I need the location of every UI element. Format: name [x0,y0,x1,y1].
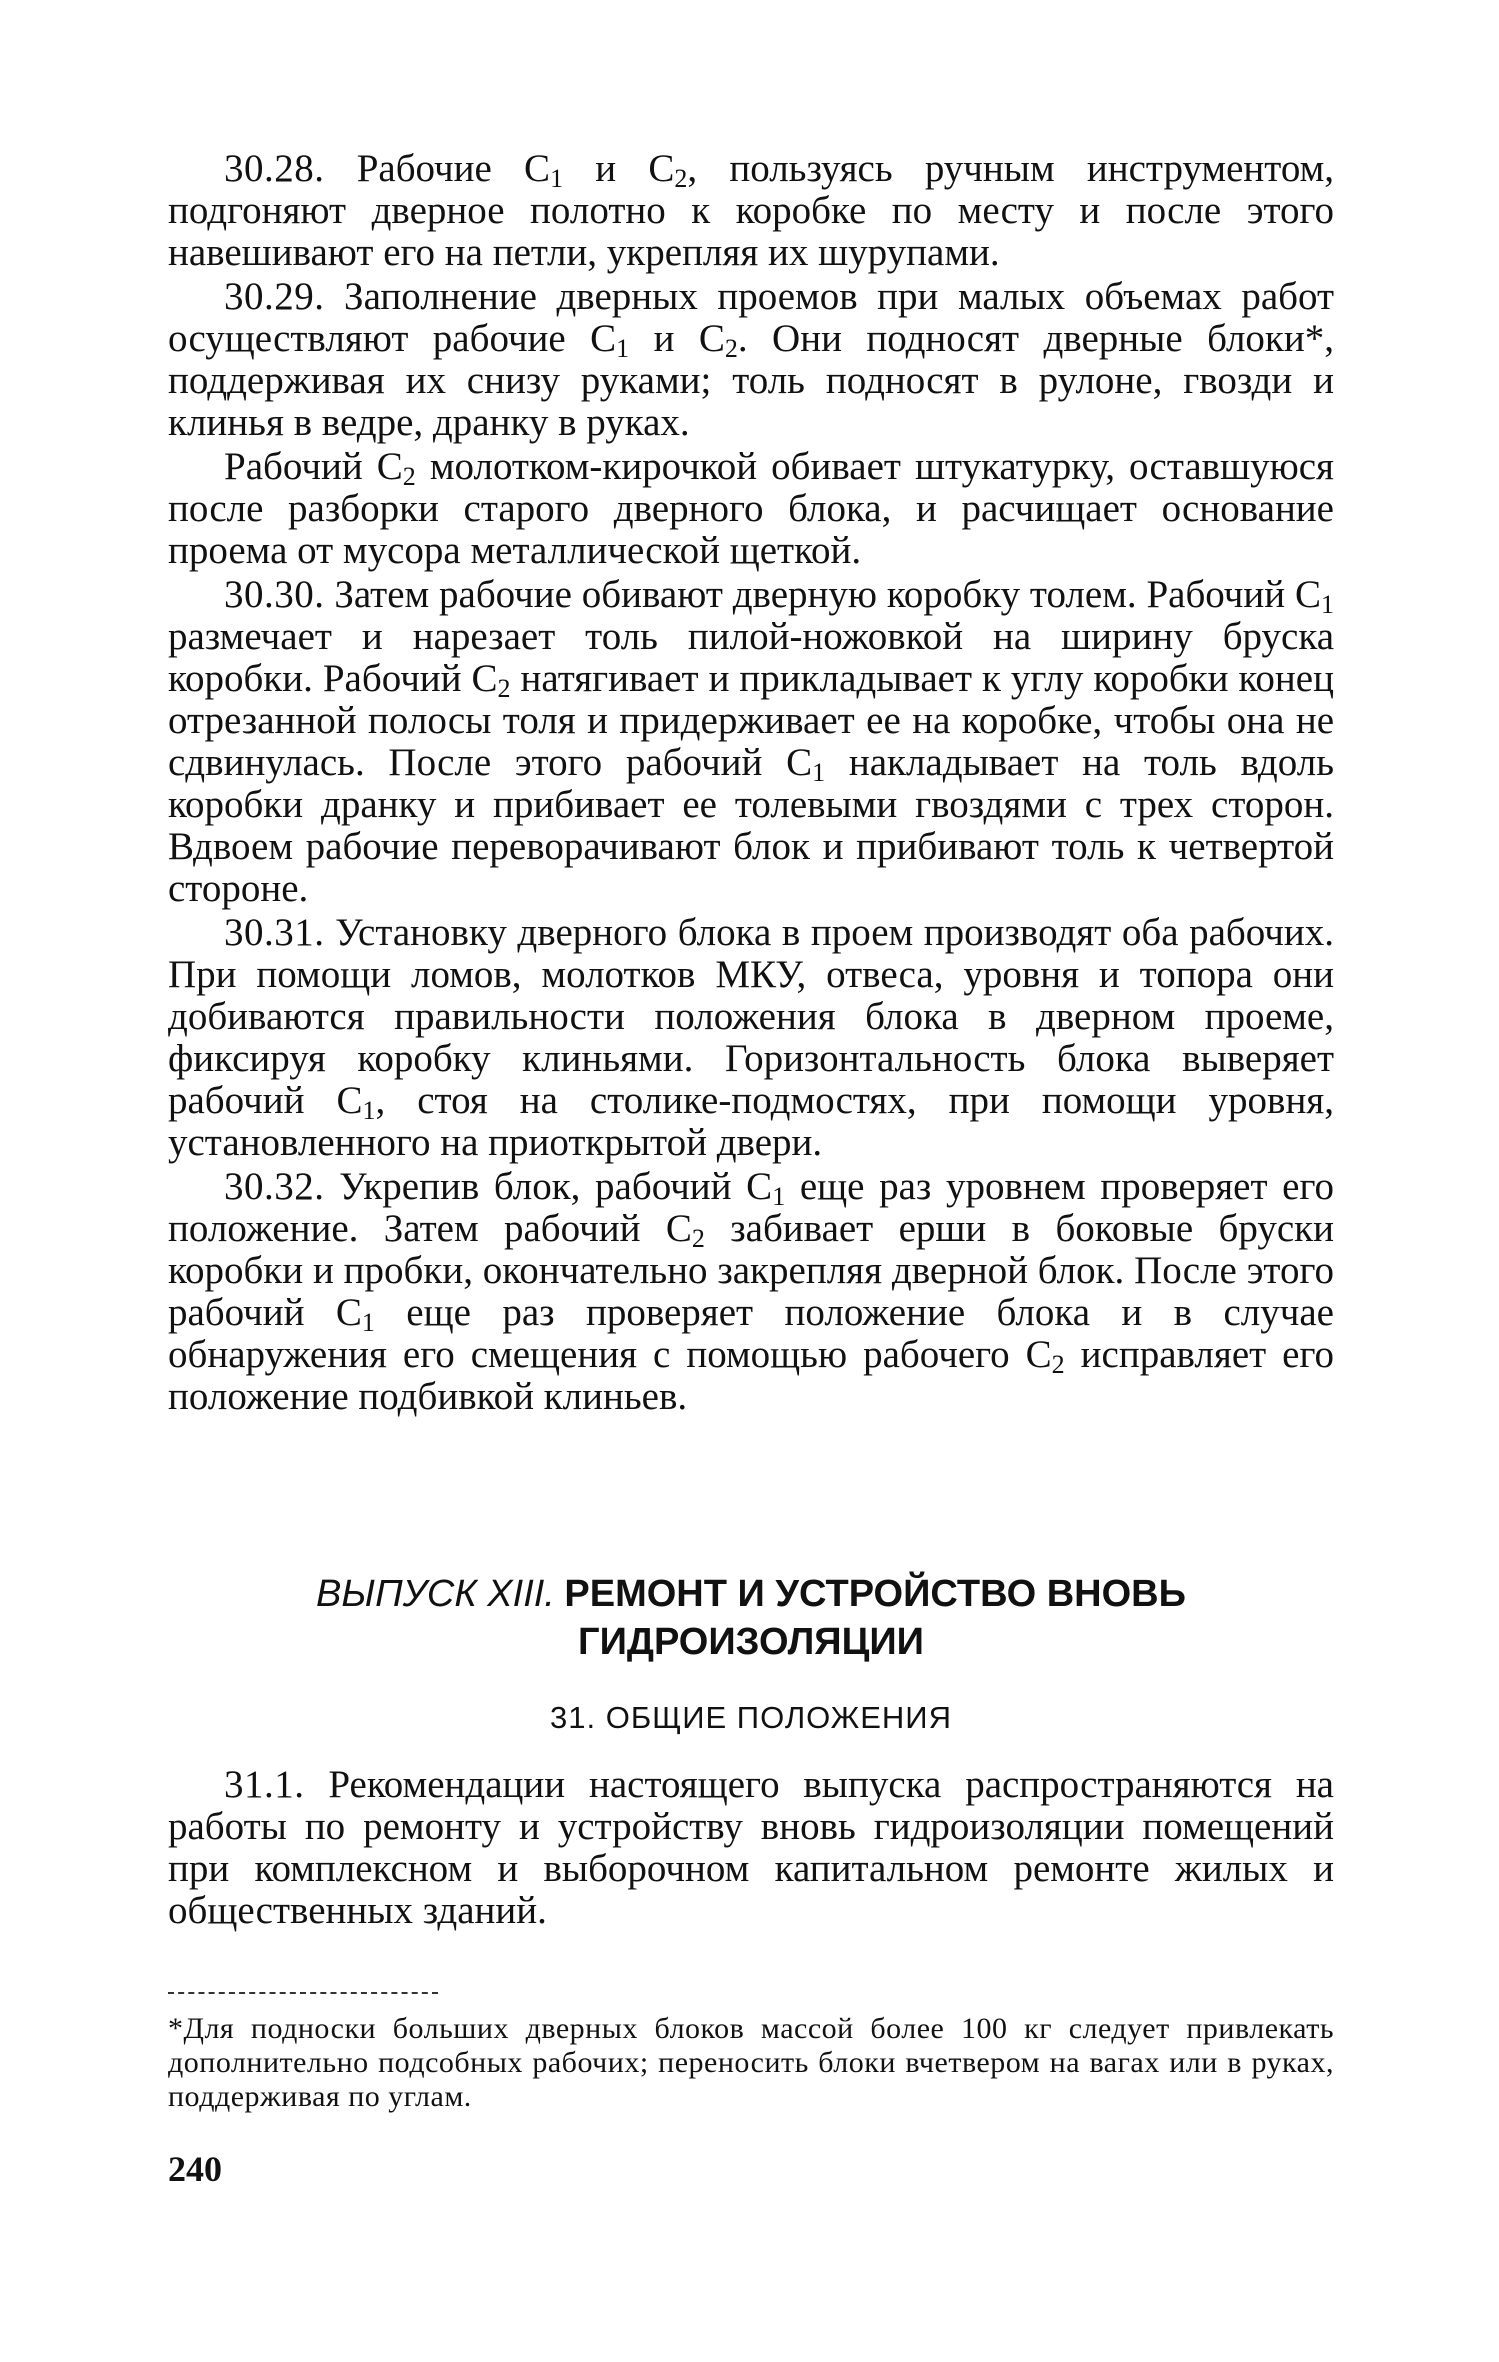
section-30-text [168,148,1334,1420]
paragraph-30-32: 30.32. Укрепив блок, рабочий $С_1$ еще раз уровнем проверяет его положение. Затем рабочий $С_2$ забивает ерши в боковые бруски коробки и пробки, окончательно закрепляя дверной блок. После этого рабочий $С_1$ еще раз проверяет положение блока и в случае обнаружения его смещения с помощью рабочего $С_2$ исправляет его положение подбивкой клиньев. [168,1165,1334,1418]
paragraph-30-29: 30.29. Заполнение дверных проемов при малых объемах работ осуществляют рабочие $С_1$ и $С_2$. Они подносят дверные блоки*, поддерживая их снизу руками; толь подносят в рулоне, гвозди и клинья в ведре, дранку в руках. [168,275,1334,444]
chapter-subheading: 31. ОБЩИЕ ПОЛОЖЕНИЯ [550,1700,952,1735]
heading-title-line1: РЕМОНТ И УСТРОЙСТВО ВНОВЬ [564,1573,1186,1615]
paragraph-number: 30.28. [224,147,325,190]
paragraph-number: 30.29. [224,275,325,318]
paragraph-30-31: 30.31. Установку дверного блока в проем производят оба рабочих. При помощи ломов, молотков МКУ, отвеса, уровня и топора они добиваются правильности положения блока в дверном проеме, фиксируя коробку клиньями. Горизонтальность блока выверяет рабочий $С_1$, стоя на столике-подмостях, при помощи уровня, установленного на приоткрытой двери. [168,911,1335,1164]
paragraph-31-1: 31.1. Рекомендации настоящего выпуска распространяются на работы по ремонту и устройству вновь гидроизоляции помещений при комплексном и выборочном капитальном ремонте жилых и общественных зданий. [168,1763,1334,1932]
section-31-text [168,1764,1334,1934]
paragraph-number: 30.32. [224,1165,325,1208]
heading-title-line2: ГИДРОИЗОЛЯЦИИ [578,1621,924,1663]
series-label: ВЫПУСК XIII. [316,1573,555,1615]
footnote-divider [168,1992,438,1994]
paragraph-30-29-cont: Рабочий $С_2$ молотком-кирочкой обивает штукатурку, оставшуюся после разборки старого дверного блока, и расчищает основание проема от мусора металлической щеткой. [168,445,1334,572]
footnote: *Для подноски больших дверных блоков массой более 100 кг следует привлекать дополнительно подсобных рабочих; переносить блоки вчетвером на вагах или в руках, поддерживая по углам. [168,2012,1334,2113]
paragraph-number: 31.1. [224,1763,305,1806]
paragraph-30-30: 30.30. Затем рабочие обивают дверную коробку толем. Рабочий $С_1$ размечает и нарезает толь пилой-ножовкой на ширину бруска коробки. Рабочий $С_2$ натягивает и прикладывает к углу коробки конец отрезанной полосы толя и придерживает ее на коробке, чтобы она не сдвинулась. После этого рабочий $С_1$ накладывает на толь вдоль коробки дранку и прибивает ее толевыми гвоздями с трех сторон. Вдвоем рабочие переворачивают блок и прибивают толь к четвертой стороне. [168,573,1334,910]
paragraph-number: 30.30. [224,573,325,616]
paragraph-number: 30.31. [224,911,325,954]
paragraph-30-28: 30.28. Рабочие $С_1$ и $С_2$, пользуясь ручным инструментом, подгоняют дверное полотно к коробке по месту и после этого навешивают его на петли, укрепляя их шурупами. [168,147,1335,274]
page-number: 240 [168,2149,222,2189]
section-heading [168,1570,1334,1666]
